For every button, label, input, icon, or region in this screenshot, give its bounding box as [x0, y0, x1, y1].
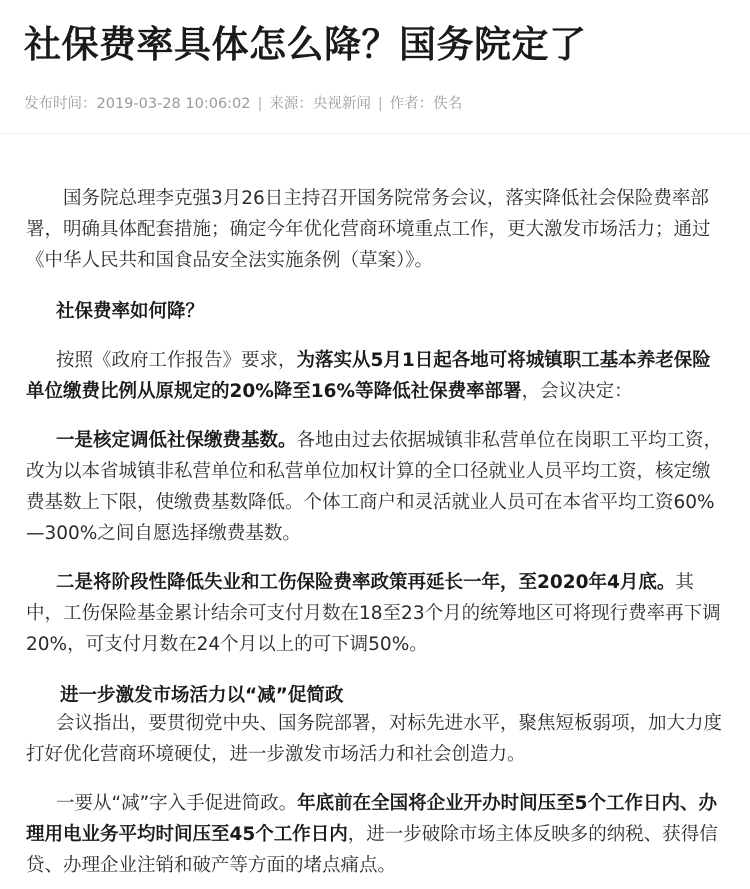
- article-meta: [24, 92, 462, 113]
- source-label: 来源：: [269, 96, 313, 112]
- section-heading-social-security: 社保费率如何降？: [56, 301, 205, 322]
- paragraph-decision-lead: 按照《政府工作报告》要求，: [56, 350, 297, 371]
- simplify-lead: 一要从“减”字入手促进简政。: [56, 793, 298, 814]
- author-label: 作者：: [389, 96, 434, 112]
- paragraph-decision-tail: ，会议决定：: [521, 381, 633, 402]
- simplify-tail: ，进一步破除市场主体反映多的纳税、获得信贷、办理企业注销和破产等方面的堵点痛点。: [26, 824, 718, 876]
- paragraph-decision: [26, 345, 726, 407]
- page-title: 社保费率具体怎么降？国务院定了: [24, 23, 587, 66]
- paragraph-point-two: [26, 567, 726, 660]
- publish-label: 发布时间：: [24, 96, 97, 112]
- paragraph-point-one: [26, 425, 726, 549]
- point-one-body: 各地由过去依据城镇非私营单位在岗职工平均工资，改为以本省城镇非私营单位和私营单位加权计算的全口径就业人员平均工资，核定缴费基数上下限，使缴费基数降低。个体工商户和灵活就业人员可在本省平均工资60%—300%之间自愿选择缴费基数。: [26, 430, 723, 544]
- point-one-heading: 一是核定调低社保缴费基数。: [56, 430, 297, 451]
- section-heading-market-vitality: 进一步激发市场活力以“减”促简政: [60, 685, 344, 706]
- simplify-highlight: 年底前在全国将企业开办时间压至5个工作日内、办理用电业务平均时间压至45个工作日内: [26, 793, 718, 845]
- meta-separator: |: [377, 96, 383, 112]
- header-divider: [0, 133, 750, 134]
- point-two-body: 其中，工伤保险基金累计结余可支付月数在18至23个月的统筹地区可将现行费率再下调20%，可支付月数在24个月以上的可下调50%。: [26, 572, 721, 655]
- intro-paragraph: 国务院总理李克强3月26日主持召开国务院常务会议，落实降低社会保险费率部署，明确具体配套措施；确定今年优化营商环境重点工作，更大激发市场活力；通过《中华人民共和国食品安全法实施条例（草案）》。: [26, 188, 711, 271]
- author-name: 佚名: [433, 96, 463, 112]
- publish-time: 2019-03-28 10:06:02: [96, 96, 251, 112]
- paragraph-decision-highlight: 为落实从5月1日起各地可将城镇职工基本养老保险单位缴费比例从原规定的20%降至16%等降低社保费率部署: [26, 350, 711, 402]
- point-two-heading: 二是将阶段性降低失业和工伤保险费率政策再延长一年，至2020年4月底。: [56, 572, 676, 593]
- paragraph-simplify-admin: [26, 788, 726, 881]
- paragraph-meeting-notes: 会议指出，要贯彻党中央、国务院部署，对标先进水平，聚焦短板弱项，加大力度打好优化营商环境硬仗，进一步激发市场活力和社会创造力。: [26, 713, 723, 765]
- source-name: 央视新闻: [312, 96, 371, 112]
- meta-separator: |: [257, 96, 263, 112]
